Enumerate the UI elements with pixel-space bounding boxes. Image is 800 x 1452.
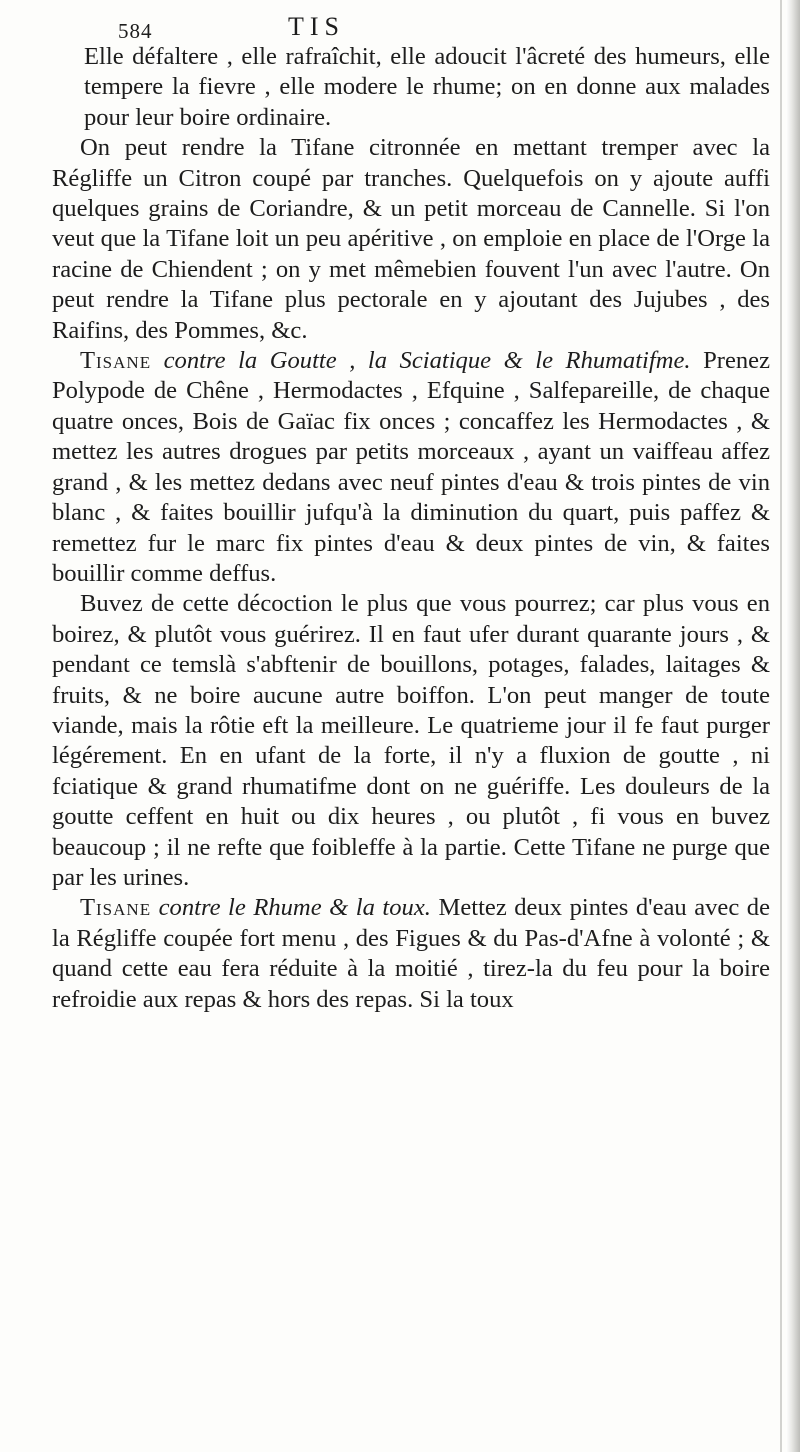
recipe-title: contre le Rhume & la toux. — [158, 894, 431, 922]
recipe-title: contre la Goutte , la Sciatique & le Rhumatifme. — [163, 347, 691, 375]
paragraph-2 — [52, 133, 770, 346]
paragraph-text: Elle défaltere , elle rafraîchit, elle adoucit l'âcreté des humeurs, elle tempere la fievre , elle modere le rhume; on en donne aux malades pour leur boire ordinaire. — [84, 43, 770, 131]
paragraph-text: Buvez de cette décoction le plus que vous pourrez; car plus vous en boirez, & plutôt vous guérirez. Il en faut ufer durant quarante jours , & pendant ce temslà s'abftenir de bouillons, potages, falades, laitages & fruits, & ne boire aucune autre boiffon. L'on peut manger de toute viande, mais la rôtie eft la meilleure. Le quatrieme jour il fe faut purger légérement. En en ufant de la forte, il n'y a fluxion de goutte , ni fciatique & grand rhumatifme dont on ne guériffe. Les douleurs de la goutte ceffent en huit ou dix heures , ou plutôt , fi vous en buvez beaucoup ; il ne refte que foibleffe à la partie. Cette Tifane ne purge que par les urines. — [52, 590, 770, 891]
page-number: 584 — [118, 19, 153, 43]
recipe-text: Mettez deux pintes d'eau avec de la Régliffe coupée fort menu , des Figues & du Pas-d'Afne à volonté ; & quand cette eau fera réduite à la moitié , tirez-la du feu pour la boire refroidie aux repas & hors des repas. Si la toux — [52, 894, 770, 1013]
running-title: TIS — [288, 12, 345, 41]
recipe-rhume — [52, 893, 770, 1015]
recipe-lead: Tisane — [80, 894, 152, 922]
paragraph-text: On peut rendre la Tifane citronnée en mettant tremper avec la Régliffe un Citron coupé par tranches. Quelquefois on y ajoute auffi quelques grains de Coriandre, & un petit morceau de Cannelle. Si l'on veut que la Tifane loit un peu apéritive , on emploie en place de l'Orge la racine de Chiendent ; on y met mêmebien fouvent l'un avec l'autre. On peut rendre la Tifane plus pectorale en y ajoutant des Jujubes , des Raifins, des Pommes, &c. — [52, 134, 770, 344]
paragraph-1 — [52, 42, 770, 133]
recipe-text: Prenez Polypode de Chêne , Hermodactes , Efquine , Salfepareille, de chaque quatre onces, Bois de Gaïac fix onces ; concaffez les Hermodactes , & mettez les autres drogues par petits morceaux , ayant un vaiffeau affez grand , & les mettez dedans avec neuf pintes d'eau & trois pintes de vin blanc , & faites bouillir jufqu'à la diminution du quart, puis paffez & remettez fur le marc fix pintes d'eau & deux pintes de vin, & faites bouillir comme deffus. — [52, 347, 771, 587]
page-text — [52, 14, 770, 1015]
page-edge-line — [780, 0, 782, 1452]
page-edge — [786, 0, 800, 1452]
recipe-lead: Tisane — [80, 347, 152, 375]
recipe-goutte — [52, 346, 770, 589]
paragraph-4 — [52, 589, 770, 893]
page-header — [52, 14, 770, 42]
